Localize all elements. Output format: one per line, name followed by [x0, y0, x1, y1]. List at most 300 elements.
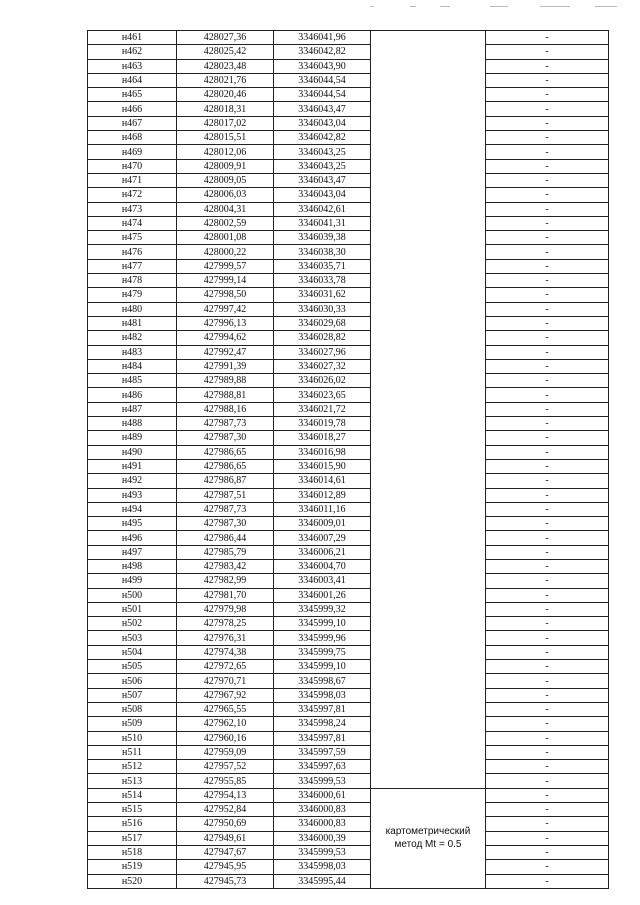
y-coordinate-cell: 3345999,10 — [274, 660, 371, 674]
y-coordinate-cell: 3346027,32 — [274, 359, 371, 373]
coordinates-table — [87, 30, 609, 889]
note-cell: - — [486, 145, 609, 159]
x-coordinate-cell: 427988,16 — [177, 402, 274, 416]
table-row — [88, 517, 609, 531]
x-coordinate-cell: 427981,70 — [177, 588, 274, 602]
note-cell: - — [486, 831, 609, 845]
y-coordinate-cell: 3345999,75 — [274, 645, 371, 659]
note-cell: - — [486, 359, 609, 373]
y-coordinate-cell: 3346016,98 — [274, 445, 371, 459]
x-coordinate-cell: 427998,50 — [177, 288, 274, 302]
table-row — [88, 474, 609, 488]
point-name-cell: н511 — [88, 745, 177, 759]
table-row — [88, 359, 609, 373]
y-coordinate-cell: 3346011,16 — [274, 502, 371, 516]
table-row — [88, 288, 609, 302]
note-cell: - — [486, 445, 609, 459]
table-row — [88, 645, 609, 659]
note-cell: - — [486, 874, 609, 888]
x-coordinate-cell: 428020,46 — [177, 88, 274, 102]
note-cell: - — [486, 173, 609, 187]
point-name-cell: н476 — [88, 245, 177, 259]
point-name-cell: н472 — [88, 188, 177, 202]
point-name-cell: н474 — [88, 216, 177, 230]
note-cell: - — [486, 559, 609, 573]
point-name-cell: н469 — [88, 145, 177, 159]
y-coordinate-cell: 3346041,31 — [274, 216, 371, 230]
y-coordinate-cell: 3345997,81 — [274, 702, 371, 716]
note-cell: - — [486, 374, 609, 388]
point-name-cell: н508 — [88, 702, 177, 716]
y-coordinate-cell: 3346015,90 — [274, 459, 371, 473]
y-coordinate-cell: 3346007,29 — [274, 531, 371, 545]
note-cell: - — [486, 116, 609, 130]
point-name-cell: н492 — [88, 474, 177, 488]
point-name-cell: н486 — [88, 388, 177, 402]
note-cell: - — [486, 316, 609, 330]
x-coordinate-cell: 427976,31 — [177, 631, 274, 645]
point-name-cell: н519 — [88, 860, 177, 874]
x-coordinate-cell: 428004,31 — [177, 202, 274, 216]
method-cell — [371, 788, 486, 888]
y-coordinate-cell: 3346006,21 — [274, 545, 371, 559]
table-row — [88, 531, 609, 545]
note-cell: - — [486, 231, 609, 245]
note-cell: - — [486, 588, 609, 602]
x-coordinate-cell: 428018,31 — [177, 102, 274, 116]
point-name-cell: н495 — [88, 517, 177, 531]
note-cell: - — [486, 545, 609, 559]
point-name-cell: н506 — [88, 674, 177, 688]
point-name-cell: н498 — [88, 559, 177, 573]
point-name-cell: н470 — [88, 159, 177, 173]
method-cell-empty — [371, 31, 486, 789]
note-cell: - — [486, 402, 609, 416]
table-row — [88, 102, 609, 116]
x-coordinate-cell: 427955,85 — [177, 774, 274, 788]
x-coordinate-cell: 427987,30 — [177, 431, 274, 445]
point-name-cell: н518 — [88, 845, 177, 859]
y-coordinate-cell: 3346012,89 — [274, 488, 371, 502]
table-row — [88, 817, 609, 831]
x-coordinate-cell: 427992,47 — [177, 345, 274, 359]
y-coordinate-cell: 3346030,33 — [274, 302, 371, 316]
y-coordinate-cell: 3346001,26 — [274, 588, 371, 602]
y-coordinate-cell: 3346000,83 — [274, 803, 371, 817]
point-name-cell: н497 — [88, 545, 177, 559]
x-coordinate-cell: 427987,73 — [177, 417, 274, 431]
note-cell: - — [486, 431, 609, 445]
table-row — [88, 602, 609, 616]
y-coordinate-cell: 3346042,61 — [274, 202, 371, 216]
table-row — [88, 702, 609, 716]
table-row — [88, 159, 609, 173]
y-coordinate-cell: 3345999,53 — [274, 845, 371, 859]
x-coordinate-cell: 427986,87 — [177, 474, 274, 488]
x-coordinate-cell: 427960,16 — [177, 731, 274, 745]
point-name-cell: н475 — [88, 231, 177, 245]
point-name-cell: н477 — [88, 259, 177, 273]
y-coordinate-cell: 3346044,54 — [274, 88, 371, 102]
table-row — [88, 173, 609, 187]
note-cell: - — [486, 531, 609, 545]
y-coordinate-cell: 3345999,32 — [274, 602, 371, 616]
table-row — [88, 316, 609, 330]
table-row — [88, 88, 609, 102]
scan-artifacts — [370, 4, 620, 10]
x-coordinate-cell: 428006,03 — [177, 188, 274, 202]
x-coordinate-cell: 427986,65 — [177, 445, 274, 459]
y-coordinate-cell: 3346031,62 — [274, 288, 371, 302]
point-name-cell: н466 — [88, 102, 177, 116]
point-name-cell: н481 — [88, 316, 177, 330]
table-row — [88, 660, 609, 674]
note-cell: - — [486, 660, 609, 674]
x-coordinate-cell: 427986,44 — [177, 531, 274, 545]
y-coordinate-cell: 3345999,53 — [274, 774, 371, 788]
point-name-cell: н461 — [88, 31, 177, 45]
table-row — [88, 116, 609, 130]
note-cell: - — [486, 788, 609, 802]
point-name-cell: н467 — [88, 116, 177, 130]
table-row — [88, 302, 609, 316]
point-name-cell: н515 — [88, 803, 177, 817]
table-row — [88, 417, 609, 431]
y-coordinate-cell: 3346042,82 — [274, 131, 371, 145]
table-row — [88, 874, 609, 888]
x-coordinate-cell: 428009,91 — [177, 159, 274, 173]
method-label: картометрический метод Mt = 0.5 — [385, 826, 471, 851]
point-name-cell: н503 — [88, 631, 177, 645]
table-row — [88, 131, 609, 145]
point-name-cell: н490 — [88, 445, 177, 459]
x-coordinate-cell: 427979,98 — [177, 602, 274, 616]
note-cell: - — [486, 474, 609, 488]
x-coordinate-cell: 427996,13 — [177, 316, 274, 330]
point-name-cell: н473 — [88, 202, 177, 216]
y-coordinate-cell: 3346028,82 — [274, 331, 371, 345]
y-coordinate-cell: 3346039,38 — [274, 231, 371, 245]
x-coordinate-cell: 428012,06 — [177, 145, 274, 159]
note-cell: - — [486, 274, 609, 288]
table-row — [88, 488, 609, 502]
x-coordinate-cell: 428001,08 — [177, 231, 274, 245]
table-row — [88, 388, 609, 402]
table-row — [88, 860, 609, 874]
table-row — [88, 345, 609, 359]
x-coordinate-cell: 428015,51 — [177, 131, 274, 145]
table-row — [88, 202, 609, 216]
point-name-cell: н509 — [88, 717, 177, 731]
note-cell: - — [486, 73, 609, 87]
point-name-cell: н463 — [88, 59, 177, 73]
point-name-cell: н489 — [88, 431, 177, 445]
note-cell: - — [486, 131, 609, 145]
y-coordinate-cell: 3346038,30 — [274, 245, 371, 259]
point-name-cell: н484 — [88, 359, 177, 373]
note-cell: - — [486, 45, 609, 59]
y-coordinate-cell: 3346043,04 — [274, 116, 371, 130]
note-cell: - — [486, 731, 609, 745]
point-name-cell: н513 — [88, 774, 177, 788]
y-coordinate-cell: 3346044,54 — [274, 73, 371, 87]
note-cell: - — [486, 159, 609, 173]
y-coordinate-cell: 3346043,47 — [274, 102, 371, 116]
y-coordinate-cell: 3346043,25 — [274, 159, 371, 173]
note-cell: - — [486, 617, 609, 631]
x-coordinate-cell: 427957,52 — [177, 760, 274, 774]
point-name-cell: н468 — [88, 131, 177, 145]
y-coordinate-cell: 3345997,63 — [274, 760, 371, 774]
y-coordinate-cell: 3346023,65 — [274, 388, 371, 402]
x-coordinate-cell: 427945,73 — [177, 874, 274, 888]
point-name-cell: н485 — [88, 374, 177, 388]
x-coordinate-cell: 427999,14 — [177, 274, 274, 288]
x-coordinate-cell: 427959,09 — [177, 745, 274, 759]
y-coordinate-cell: 3346000,39 — [274, 831, 371, 845]
x-coordinate-cell: 427972,65 — [177, 660, 274, 674]
table-row — [88, 788, 609, 802]
table-row — [88, 231, 609, 245]
note-cell: - — [486, 745, 609, 759]
table-row — [88, 760, 609, 774]
table-row — [88, 188, 609, 202]
x-coordinate-cell: 427962,10 — [177, 717, 274, 731]
table-row — [88, 588, 609, 602]
x-coordinate-cell: 427952,84 — [177, 803, 274, 817]
y-coordinate-cell: 3345995,44 — [274, 874, 371, 888]
x-coordinate-cell: 427986,65 — [177, 459, 274, 473]
y-coordinate-cell: 3346042,82 — [274, 45, 371, 59]
note-cell: - — [486, 688, 609, 702]
x-coordinate-cell: 427989,88 — [177, 374, 274, 388]
note-cell: - — [486, 417, 609, 431]
point-name-cell: н471 — [88, 173, 177, 187]
x-coordinate-cell: 427987,73 — [177, 502, 274, 516]
point-name-cell: н462 — [88, 45, 177, 59]
table-row — [88, 717, 609, 731]
table-row — [88, 59, 609, 73]
point-name-cell: н480 — [88, 302, 177, 316]
table-row — [88, 631, 609, 645]
note-cell: - — [486, 216, 609, 230]
point-name-cell: н504 — [88, 645, 177, 659]
y-coordinate-cell: 3345999,10 — [274, 617, 371, 631]
table-row — [88, 559, 609, 573]
x-coordinate-cell: 427987,51 — [177, 488, 274, 502]
table-row — [88, 331, 609, 345]
point-name-cell: н479 — [88, 288, 177, 302]
x-coordinate-cell: 428027,36 — [177, 31, 274, 45]
table-row — [88, 459, 609, 473]
y-coordinate-cell: 3346033,78 — [274, 274, 371, 288]
note-cell: - — [486, 459, 609, 473]
note-cell: - — [486, 674, 609, 688]
coordinates-table-body — [88, 31, 609, 889]
x-coordinate-cell: 427978,25 — [177, 617, 274, 631]
table-row — [88, 431, 609, 445]
x-coordinate-cell: 428000,22 — [177, 245, 274, 259]
x-coordinate-cell: 428002,59 — [177, 216, 274, 230]
x-coordinate-cell: 428021,76 — [177, 73, 274, 87]
table-row — [88, 803, 609, 817]
note-cell: - — [486, 488, 609, 502]
table-row — [88, 688, 609, 702]
table-row — [88, 374, 609, 388]
x-coordinate-cell: 427954,13 — [177, 788, 274, 802]
point-name-cell: н478 — [88, 274, 177, 288]
point-name-cell: н512 — [88, 760, 177, 774]
note-cell: - — [486, 245, 609, 259]
y-coordinate-cell: 3346003,41 — [274, 574, 371, 588]
y-coordinate-cell: 3345997,81 — [274, 731, 371, 745]
table-row — [88, 45, 609, 59]
y-coordinate-cell: 3346000,83 — [274, 817, 371, 831]
y-coordinate-cell: 3345999,96 — [274, 631, 371, 645]
point-name-cell: н464 — [88, 73, 177, 87]
table-row — [88, 574, 609, 588]
note-cell: - — [486, 388, 609, 402]
note-cell: - — [486, 803, 609, 817]
table-row — [88, 402, 609, 416]
x-coordinate-cell: 427949,61 — [177, 831, 274, 845]
table-row — [88, 674, 609, 688]
x-coordinate-cell: 427945,95 — [177, 860, 274, 874]
y-coordinate-cell: 3345997,59 — [274, 745, 371, 759]
y-coordinate-cell: 3346043,47 — [274, 173, 371, 187]
table-row — [88, 445, 609, 459]
table-row — [88, 245, 609, 259]
table-row — [88, 545, 609, 559]
table-row — [88, 845, 609, 859]
point-name-cell: н501 — [88, 602, 177, 616]
note-cell: - — [486, 774, 609, 788]
x-coordinate-cell: 428017,02 — [177, 116, 274, 130]
x-coordinate-cell: 427974,38 — [177, 645, 274, 659]
point-name-cell: н465 — [88, 88, 177, 102]
y-coordinate-cell: 3346014,61 — [274, 474, 371, 488]
y-coordinate-cell: 3345998,67 — [274, 674, 371, 688]
x-coordinate-cell: 427947,67 — [177, 845, 274, 859]
y-coordinate-cell: 3346043,04 — [274, 188, 371, 202]
x-coordinate-cell: 427997,42 — [177, 302, 274, 316]
y-coordinate-cell: 3346018,27 — [274, 431, 371, 445]
table-row — [88, 731, 609, 745]
note-cell: - — [486, 817, 609, 831]
point-name-cell: н482 — [88, 331, 177, 345]
x-coordinate-cell: 427965,55 — [177, 702, 274, 716]
y-coordinate-cell: 3346004,70 — [274, 559, 371, 573]
y-coordinate-cell: 3346029,68 — [274, 316, 371, 330]
y-coordinate-cell: 3346043,25 — [274, 145, 371, 159]
point-name-cell: н491 — [88, 459, 177, 473]
y-coordinate-cell: 3346027,96 — [274, 345, 371, 359]
point-name-cell: н516 — [88, 817, 177, 831]
table-row — [88, 617, 609, 631]
note-cell: - — [486, 502, 609, 516]
note-cell: - — [486, 31, 609, 45]
table-row — [88, 31, 609, 45]
point-name-cell: н510 — [88, 731, 177, 745]
x-coordinate-cell: 428025,42 — [177, 45, 274, 59]
note-cell: - — [486, 517, 609, 531]
note-cell: - — [486, 645, 609, 659]
table-row — [88, 73, 609, 87]
point-name-cell: н520 — [88, 874, 177, 888]
x-coordinate-cell: 427982,99 — [177, 574, 274, 588]
x-coordinate-cell: 427950,69 — [177, 817, 274, 831]
x-coordinate-cell: 427991,39 — [177, 359, 274, 373]
table-row — [88, 831, 609, 845]
note-cell: - — [486, 860, 609, 874]
note-cell: - — [486, 59, 609, 73]
y-coordinate-cell: 3345998,03 — [274, 860, 371, 874]
x-coordinate-cell: 427987,30 — [177, 517, 274, 531]
y-coordinate-cell: 3346009,01 — [274, 517, 371, 531]
note-cell: - — [486, 702, 609, 716]
x-coordinate-cell: 427983,42 — [177, 559, 274, 573]
note-cell: - — [486, 602, 609, 616]
table-row — [88, 745, 609, 759]
x-coordinate-cell: 427999,57 — [177, 259, 274, 273]
x-coordinate-cell: 427985,79 — [177, 545, 274, 559]
table-row — [88, 774, 609, 788]
note-cell: - — [486, 760, 609, 774]
note-cell: - — [486, 88, 609, 102]
note-cell: - — [486, 631, 609, 645]
point-name-cell: н505 — [88, 660, 177, 674]
x-coordinate-cell: 427988,81 — [177, 388, 274, 402]
x-coordinate-cell: 428023,48 — [177, 59, 274, 73]
x-coordinate-cell: 427994,62 — [177, 331, 274, 345]
y-coordinate-cell: 3346021,72 — [274, 402, 371, 416]
point-name-cell: н502 — [88, 617, 177, 631]
y-coordinate-cell: 3346043,90 — [274, 59, 371, 73]
point-name-cell: н483 — [88, 345, 177, 359]
y-coordinate-cell: 3345998,24 — [274, 717, 371, 731]
point-name-cell: н488 — [88, 417, 177, 431]
x-coordinate-cell: 427967,92 — [177, 688, 274, 702]
point-name-cell: н493 — [88, 488, 177, 502]
note-cell: - — [486, 717, 609, 731]
table-row — [88, 502, 609, 516]
note-cell: - — [486, 188, 609, 202]
note-cell: - — [486, 345, 609, 359]
y-coordinate-cell: 3346035,71 — [274, 259, 371, 273]
note-cell: - — [486, 574, 609, 588]
note-cell: - — [486, 331, 609, 345]
y-coordinate-cell: 3346000,61 — [274, 788, 371, 802]
note-cell: - — [486, 202, 609, 216]
x-coordinate-cell: 428009,05 — [177, 173, 274, 187]
point-name-cell: н517 — [88, 831, 177, 845]
table-row — [88, 274, 609, 288]
point-name-cell: н487 — [88, 402, 177, 416]
point-name-cell: н494 — [88, 502, 177, 516]
point-name-cell: н499 — [88, 574, 177, 588]
note-cell: - — [486, 259, 609, 273]
table-row — [88, 216, 609, 230]
note-cell: - — [486, 288, 609, 302]
point-name-cell: н507 — [88, 688, 177, 702]
y-coordinate-cell: 3345998,03 — [274, 688, 371, 702]
note-cell: - — [486, 845, 609, 859]
table-row — [88, 259, 609, 273]
point-name-cell: н496 — [88, 531, 177, 545]
point-name-cell: н514 — [88, 788, 177, 802]
x-coordinate-cell: 427970,71 — [177, 674, 274, 688]
point-name-cell: н500 — [88, 588, 177, 602]
